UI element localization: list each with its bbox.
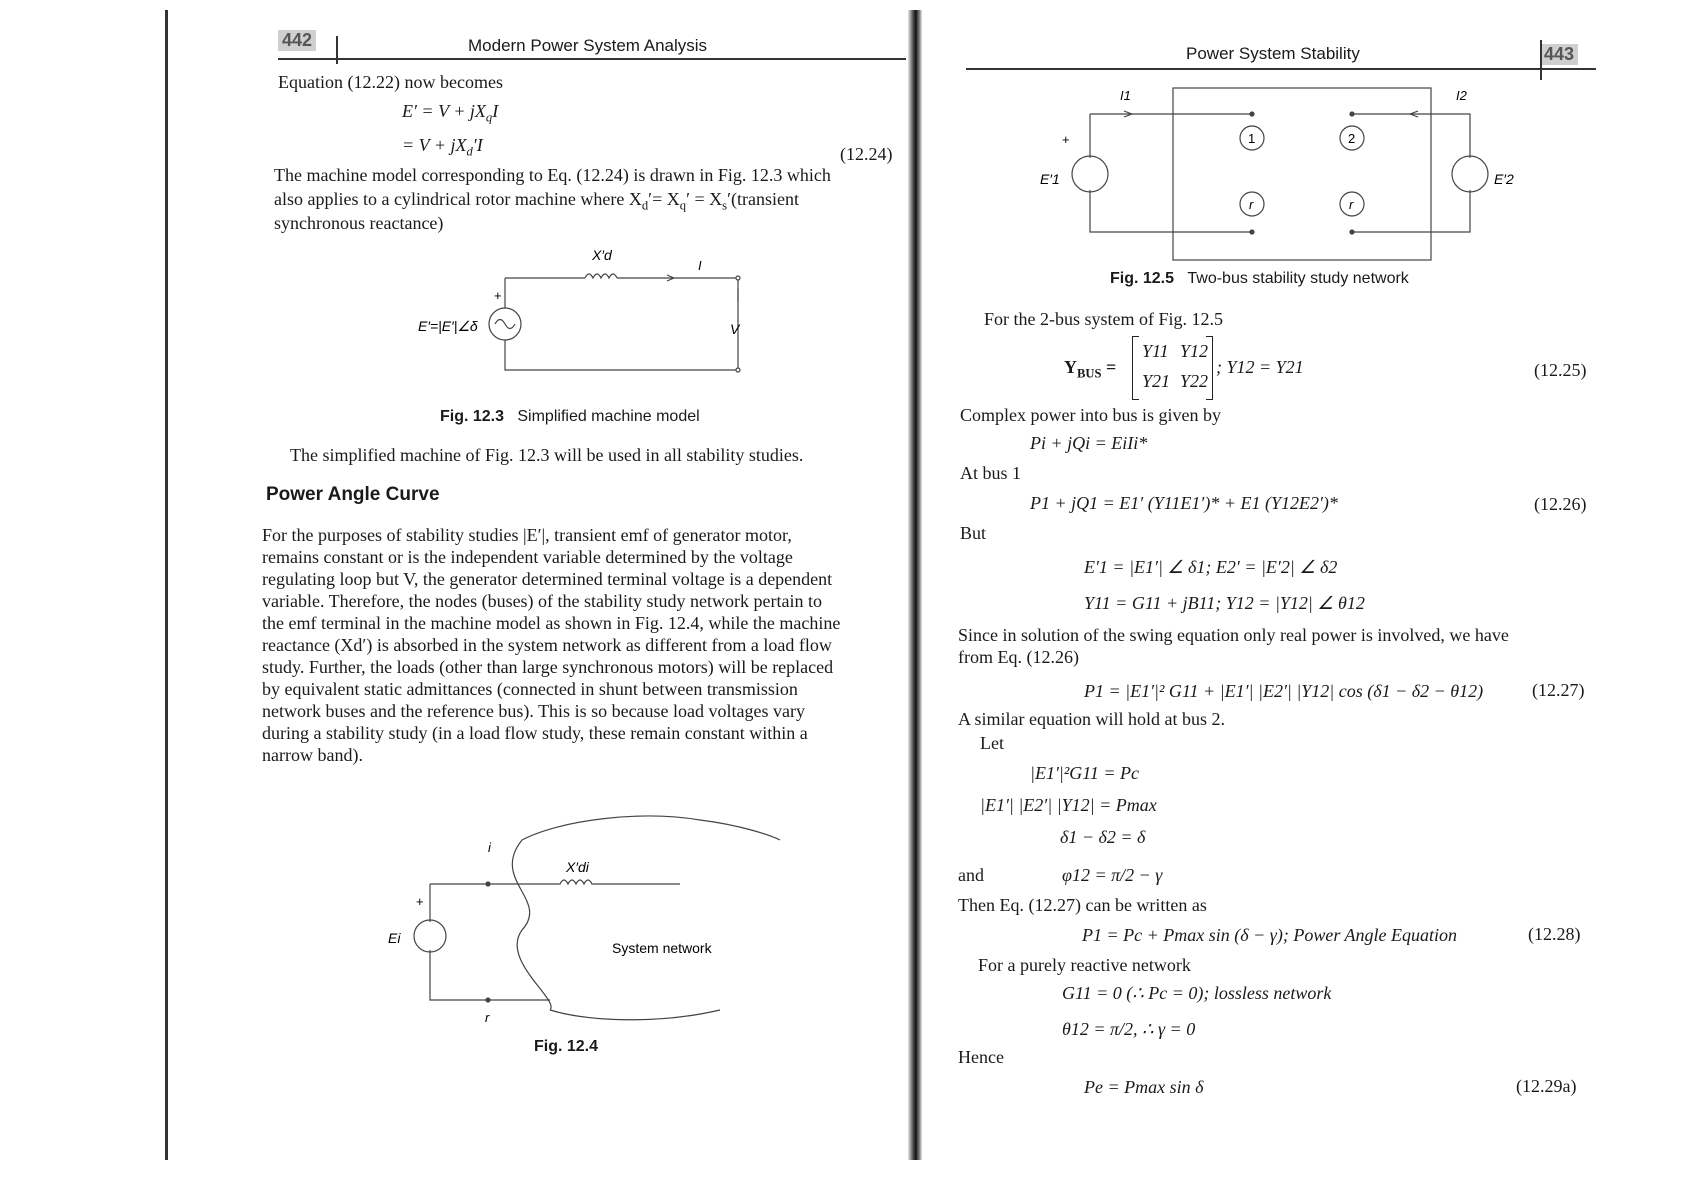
equation-number-12-25: (12.25) xyxy=(1534,360,1587,380)
complex-power-line: Complex power into bus is given by xyxy=(960,405,1221,425)
header-rule-left xyxy=(278,58,906,60)
fig12-5-ref2-label: r xyxy=(1349,197,1354,212)
para3-line: regulating loop but V, the generator determined terminal voltage is a dependent xyxy=(262,569,833,589)
equation-pc: |E1′|²G11 = Pc xyxy=(1030,763,1140,783)
wire-bottom xyxy=(505,340,738,370)
network-boundary-left xyxy=(512,840,551,1010)
matrix-y21: Y21 xyxy=(1142,371,1171,391)
equation-number-12-29a: (12.29a) xyxy=(1516,1076,1577,1096)
fig12-3-caption: Fig. 12.3 Simplified machine model xyxy=(440,408,700,425)
matrix-y12: Y12 xyxy=(1180,341,1209,361)
fig12-3-plus: + xyxy=(494,288,502,303)
equation-12-28: P1 = Pc + Pmax sin (δ − γ); Power Angle Equation xyxy=(1082,925,1458,945)
purely-reactive-line: For a purely reactive network xyxy=(978,955,1191,975)
inductor-x-di-icon xyxy=(550,880,680,884)
source1-bottom-wire xyxy=(1090,190,1252,232)
header-rule-right xyxy=(966,68,1596,70)
para3-line: narrow band). xyxy=(262,745,363,765)
equation-number-12-27: (12.27) xyxy=(1532,680,1585,700)
section-title-power-angle-curve: Power Angle Curve xyxy=(266,484,440,505)
fig12-3-voltage-label: V xyxy=(730,321,740,337)
para-since-line2: from Eq. (12.26) xyxy=(958,647,1079,667)
fig12-5-caption: Fig. 12.5 Two-bus stability study network xyxy=(1110,270,1409,287)
equation-theta: θ12 = π/2, ∴ γ = 0 xyxy=(1062,1019,1196,1039)
page-number-right: 443 xyxy=(1540,44,1578,65)
source-e1-icon xyxy=(1072,156,1108,192)
let-line: Let xyxy=(980,733,1004,753)
para3 xyxy=(262,524,892,766)
fig12-5-node1-label: 1 xyxy=(1248,131,1256,146)
para3-line: the emf terminal in the machine model as shown in Fig. 12.4, while the machine xyxy=(262,613,841,633)
fig12-3-source-label: E′=|E′|∠δ xyxy=(418,318,478,334)
equation-g11: G11 = 0 (∴ Pc = 0); lossless network xyxy=(1062,983,1332,1003)
fig12-5-ref1-label: r xyxy=(1249,197,1254,212)
equation-y-admittance: Y11 = G11 + jB11; Y12 = |Y12| ∠ θ12 xyxy=(1084,593,1365,613)
fig12-5-e2-label: E′2 xyxy=(1494,171,1514,187)
equation-number-12-26: (12.26) xyxy=(1534,494,1587,514)
fig12-4-current-label: i xyxy=(488,840,491,855)
equation-12-24-line1: $E' = V + jX_qI$ xyxy=(402,101,499,125)
running-head-right: Power System Stability xyxy=(1186,44,1360,63)
fig12-5-e1-label: E′1 xyxy=(1040,171,1060,187)
fig12-5-plus: + xyxy=(1062,132,1070,147)
network-boundary-top xyxy=(522,816,780,840)
para1-line2: also applies to a cylindrical rotor machine where $X_d'= X_q'$ = $X_s'(transient$ xyxy=(274,189,799,213)
bus2-top-wire xyxy=(1352,114,1470,158)
para-since-line1: Since in solution of the swing equation only real power is involved, we have xyxy=(958,625,1509,645)
para1-line1: The machine model corresponding to Eq. (12.24) is drawn in Fig. 12.3 which xyxy=(274,165,831,185)
then-line: Then Eq. (12.27) can be written as xyxy=(958,895,1207,915)
equation-12-26: P1 + jQ1 = E1′ (Y11E1′)* + E1 (Y12E2′)* xyxy=(1030,493,1338,513)
bus2-bottom-wire xyxy=(1352,190,1470,232)
page-number-left: 442 xyxy=(278,30,316,51)
para3-line: variable. Therefore, the nodes (buses) of the stability study network pertain to xyxy=(262,591,823,611)
at-bus-1: At bus 1 xyxy=(960,463,1022,483)
header-tick-right xyxy=(1540,40,1542,80)
book-gutter xyxy=(908,10,922,1160)
equation-number-12-24: (12.24) xyxy=(840,144,893,164)
similar-line: A similar equation will hold at bus 2. xyxy=(958,709,1225,729)
equation-e-polar: E′1 = |E1′| ∠ δ1; E2′ = |E′2| ∠ δ2 xyxy=(1084,557,1338,577)
fig12-4-ref-label: r xyxy=(485,1010,490,1025)
ybus-tail: ; Y12 = Y21 xyxy=(1216,357,1304,377)
emf-source-icon xyxy=(414,920,446,952)
wire-left-bottom xyxy=(430,950,550,1000)
and-line: and xyxy=(958,865,984,885)
figure-12-5-network xyxy=(1040,80,1520,270)
page-edge-line xyxy=(165,10,168,1160)
equation-number-12-28: (12.28) xyxy=(1528,924,1581,944)
matrix-bracket-left xyxy=(1132,336,1139,400)
hence-line: Hence xyxy=(958,1047,1004,1067)
fig12-5-node2-label: 2 xyxy=(1348,131,1356,146)
fig12-5-i1-label: I1 xyxy=(1120,88,1131,103)
intro-line: Equation (12.22) now becomes xyxy=(278,72,503,92)
for-2-bus-line: For the 2-bus system of Fig. 12.5 xyxy=(984,309,1224,329)
fig12-4-reactance-label: X′di xyxy=(566,859,589,875)
equation-12-27: P1 = |E1′|² G11 + |E1′| |E2′| |Y12| cos (δ1 − δ2 − θ12) xyxy=(1084,681,1484,701)
fig12-4-plus: + xyxy=(416,894,424,909)
figure-12-3-circuit xyxy=(420,240,760,410)
para3-line: remains constant or is the independent variable determined by the voltage xyxy=(262,547,793,567)
fig12-3-reactance-label: X′d xyxy=(592,247,612,263)
network-boundary-bottom xyxy=(550,1010,720,1020)
fig12-4-source-label: Ei xyxy=(388,930,401,946)
fig12-5-i2-label: I2 xyxy=(1456,88,1467,103)
figure-12-4-circuit xyxy=(388,800,800,1030)
equation-delta: δ1 − δ2 = δ xyxy=(1060,827,1146,847)
equation-12-29a: Pe = Pmax sin δ xyxy=(1084,1077,1204,1097)
inductor-x-d-icon xyxy=(585,274,617,278)
sine-wave-icon xyxy=(495,320,515,329)
equation-pmax: |E1′| |E2′| |Y12| = Pmax xyxy=(980,795,1157,815)
fig12-4-caption: Fig. 12.4 xyxy=(534,1038,599,1055)
para3-line: by equivalent static admittances (connected in shunt between transmission xyxy=(262,679,798,699)
para3-line: during a stability study (in a load flow study, these remain constant within a xyxy=(262,723,808,743)
running-head-left: Modern Power System Analysis xyxy=(468,36,708,55)
equation-pi: Pi + jQi = EiIi* xyxy=(1030,433,1148,453)
but-line: But xyxy=(960,523,987,543)
fig12-3-current-label: I xyxy=(698,258,702,273)
fig12-4-network-label: System network xyxy=(612,940,712,956)
source-e2-icon xyxy=(1452,156,1488,192)
matrix-y11: Y11 xyxy=(1142,341,1169,361)
header-tick-left xyxy=(336,36,338,64)
equation-phi: φ12 = π/2 − γ xyxy=(1062,865,1163,885)
para3-line: study. Further, the loads (other than large synchronous motors) will be replaced xyxy=(262,657,834,677)
para3-line: network buses and the reference bus). This is so because load voltages vary xyxy=(262,701,805,721)
para3-line: reactance (Xd′) is absorbed in the system network as different from a load flow xyxy=(262,635,832,655)
ybus-label: $Y_{BUS}$ = xyxy=(1064,357,1117,381)
para3-line: For the purposes of stability studies |E′|, transient emf of generator motor, xyxy=(262,525,792,545)
matrix-y22: Y22 xyxy=(1180,371,1209,391)
equation-12-24-line2: = $V + jX_d'I$ xyxy=(402,135,483,159)
para1-line3: synchronous reactance) xyxy=(274,213,444,233)
para2: The simplified machine of Fig. 12.3 will be used in all stability studies. xyxy=(290,445,804,465)
